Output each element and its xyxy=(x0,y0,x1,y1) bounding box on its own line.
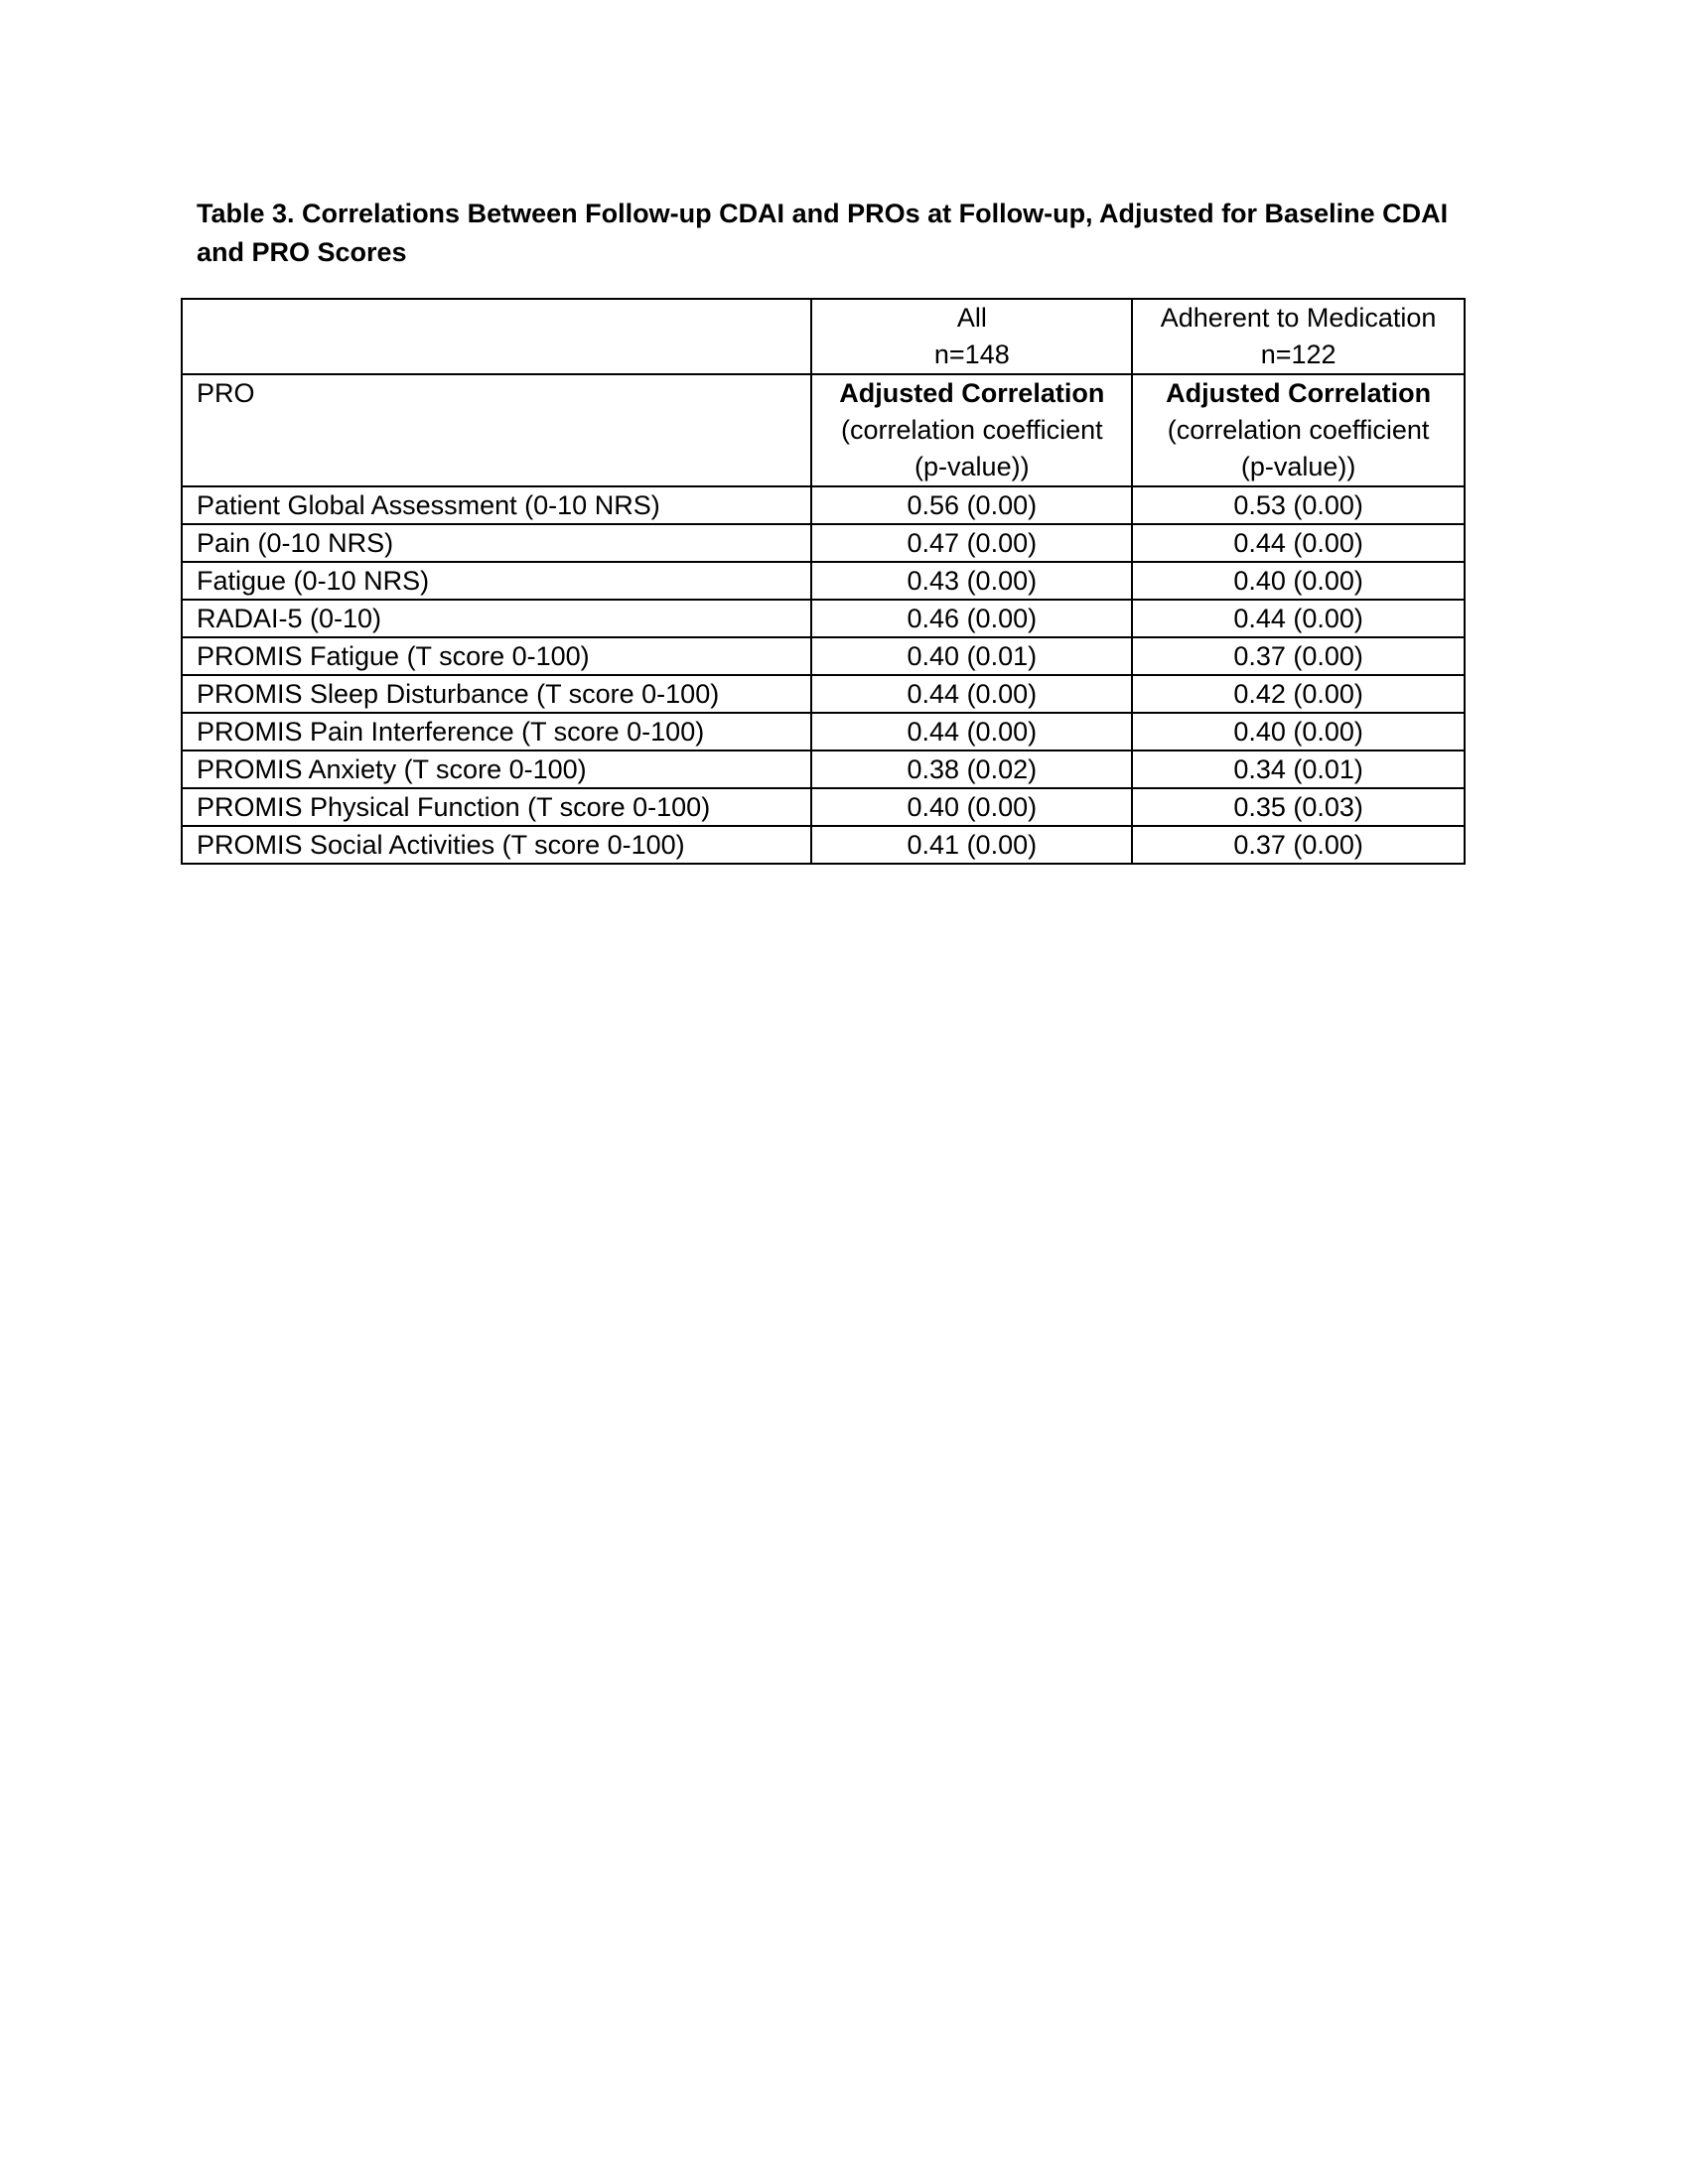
pro-name-cell: PROMIS Pain Interference (T score 0-100) xyxy=(182,713,811,751)
all-correlation-cell: 0.47 (0.00) xyxy=(811,524,1132,562)
adherent-correlation-cell: 0.40 (0.00) xyxy=(1132,713,1465,751)
pro-name-cell: Pain (0-10 NRS) xyxy=(182,524,811,562)
pro-name-cell: PROMIS Fatigue (T score 0-100) xyxy=(182,637,811,675)
pval-label-all: (p-value)) xyxy=(914,452,1030,481)
header-adherent-n: n=122 xyxy=(1260,340,1336,369)
pro-name-cell: RADAI-5 (0-10) xyxy=(182,600,811,637)
pro-name-cell: PROMIS Social Activities (T score 0-100) xyxy=(182,826,811,864)
table-row xyxy=(182,600,1465,637)
header-all xyxy=(811,299,1132,374)
table-subheader-row xyxy=(182,374,1465,486)
adj-corr-label-adherent: Adjusted Correlation xyxy=(1166,378,1432,408)
adherent-correlation-cell: 0.40 (0.00) xyxy=(1132,562,1465,600)
table-group-header-row xyxy=(182,299,1465,374)
pro-name-cell: PROMIS Physical Function (T score 0-100) xyxy=(182,788,811,826)
table-row xyxy=(182,486,1465,524)
table-row xyxy=(182,675,1465,713)
all-correlation-cell: 0.40 (0.00) xyxy=(811,788,1132,826)
empty-header-cell xyxy=(182,299,811,374)
correlation-table xyxy=(181,298,1466,865)
all-correlation-cell: 0.46 (0.00) xyxy=(811,600,1132,637)
all-correlation-cell: 0.44 (0.00) xyxy=(811,713,1132,751)
all-correlation-cell: 0.40 (0.01) xyxy=(811,637,1132,675)
pro-name-cell: Patient Global Assessment (0-10 NRS) xyxy=(182,486,811,524)
all-correlation-cell: 0.41 (0.00) xyxy=(811,826,1132,864)
subheader-adherent xyxy=(1132,374,1465,486)
all-correlation-cell: 0.43 (0.00) xyxy=(811,562,1132,600)
table-row xyxy=(182,562,1465,600)
table-row xyxy=(182,751,1465,788)
table-row xyxy=(182,524,1465,562)
header-adherent xyxy=(1132,299,1465,374)
table-caption: Table 3. Correlations Between Follow-up CDAI and PROs at Follow-up, Adjusted for Baseline CDAI and PRO Scores xyxy=(197,199,1449,267)
pro-name-cell: PROMIS Sleep Disturbance (T score 0-100) xyxy=(182,675,811,713)
subheader-all xyxy=(811,374,1132,486)
pro-name-cell: PROMIS Anxiety (T score 0-100) xyxy=(182,751,811,788)
adherent-correlation-cell: 0.37 (0.00) xyxy=(1132,637,1465,675)
adherent-correlation-cell: 0.53 (0.00) xyxy=(1132,486,1465,524)
coef-label-all: (correlation coefficient xyxy=(841,415,1103,445)
all-correlation-cell: 0.56 (0.00) xyxy=(811,486,1132,524)
adherent-correlation-cell: 0.35 (0.03) xyxy=(1132,788,1465,826)
table-row xyxy=(182,788,1465,826)
pro-header: PRO xyxy=(182,374,811,486)
adherent-correlation-cell: 0.44 (0.00) xyxy=(1132,524,1465,562)
adherent-correlation-cell: 0.44 (0.00) xyxy=(1132,600,1465,637)
adherent-correlation-cell: 0.34 (0.01) xyxy=(1132,751,1465,788)
adj-corr-label-all: Adjusted Correlation xyxy=(839,378,1105,408)
pro-name-cell: Fatigue (0-10 NRS) xyxy=(182,562,811,600)
table-row xyxy=(182,826,1465,864)
all-correlation-cell: 0.44 (0.00) xyxy=(811,675,1132,713)
all-correlation-cell: 0.38 (0.02) xyxy=(811,751,1132,788)
pval-label-adherent: (p-value)) xyxy=(1240,452,1356,481)
adherent-correlation-cell: 0.42 (0.00) xyxy=(1132,675,1465,713)
table-row xyxy=(182,713,1465,751)
adherent-correlation-cell: 0.37 (0.00) xyxy=(1132,826,1465,864)
header-all-name: All xyxy=(956,303,987,333)
coef-label-adherent: (correlation coefficient xyxy=(1167,415,1430,445)
header-all-n: n=148 xyxy=(933,340,1010,369)
header-adherent-name: Adherent to Medication xyxy=(1160,303,1437,333)
table-row xyxy=(182,637,1465,675)
